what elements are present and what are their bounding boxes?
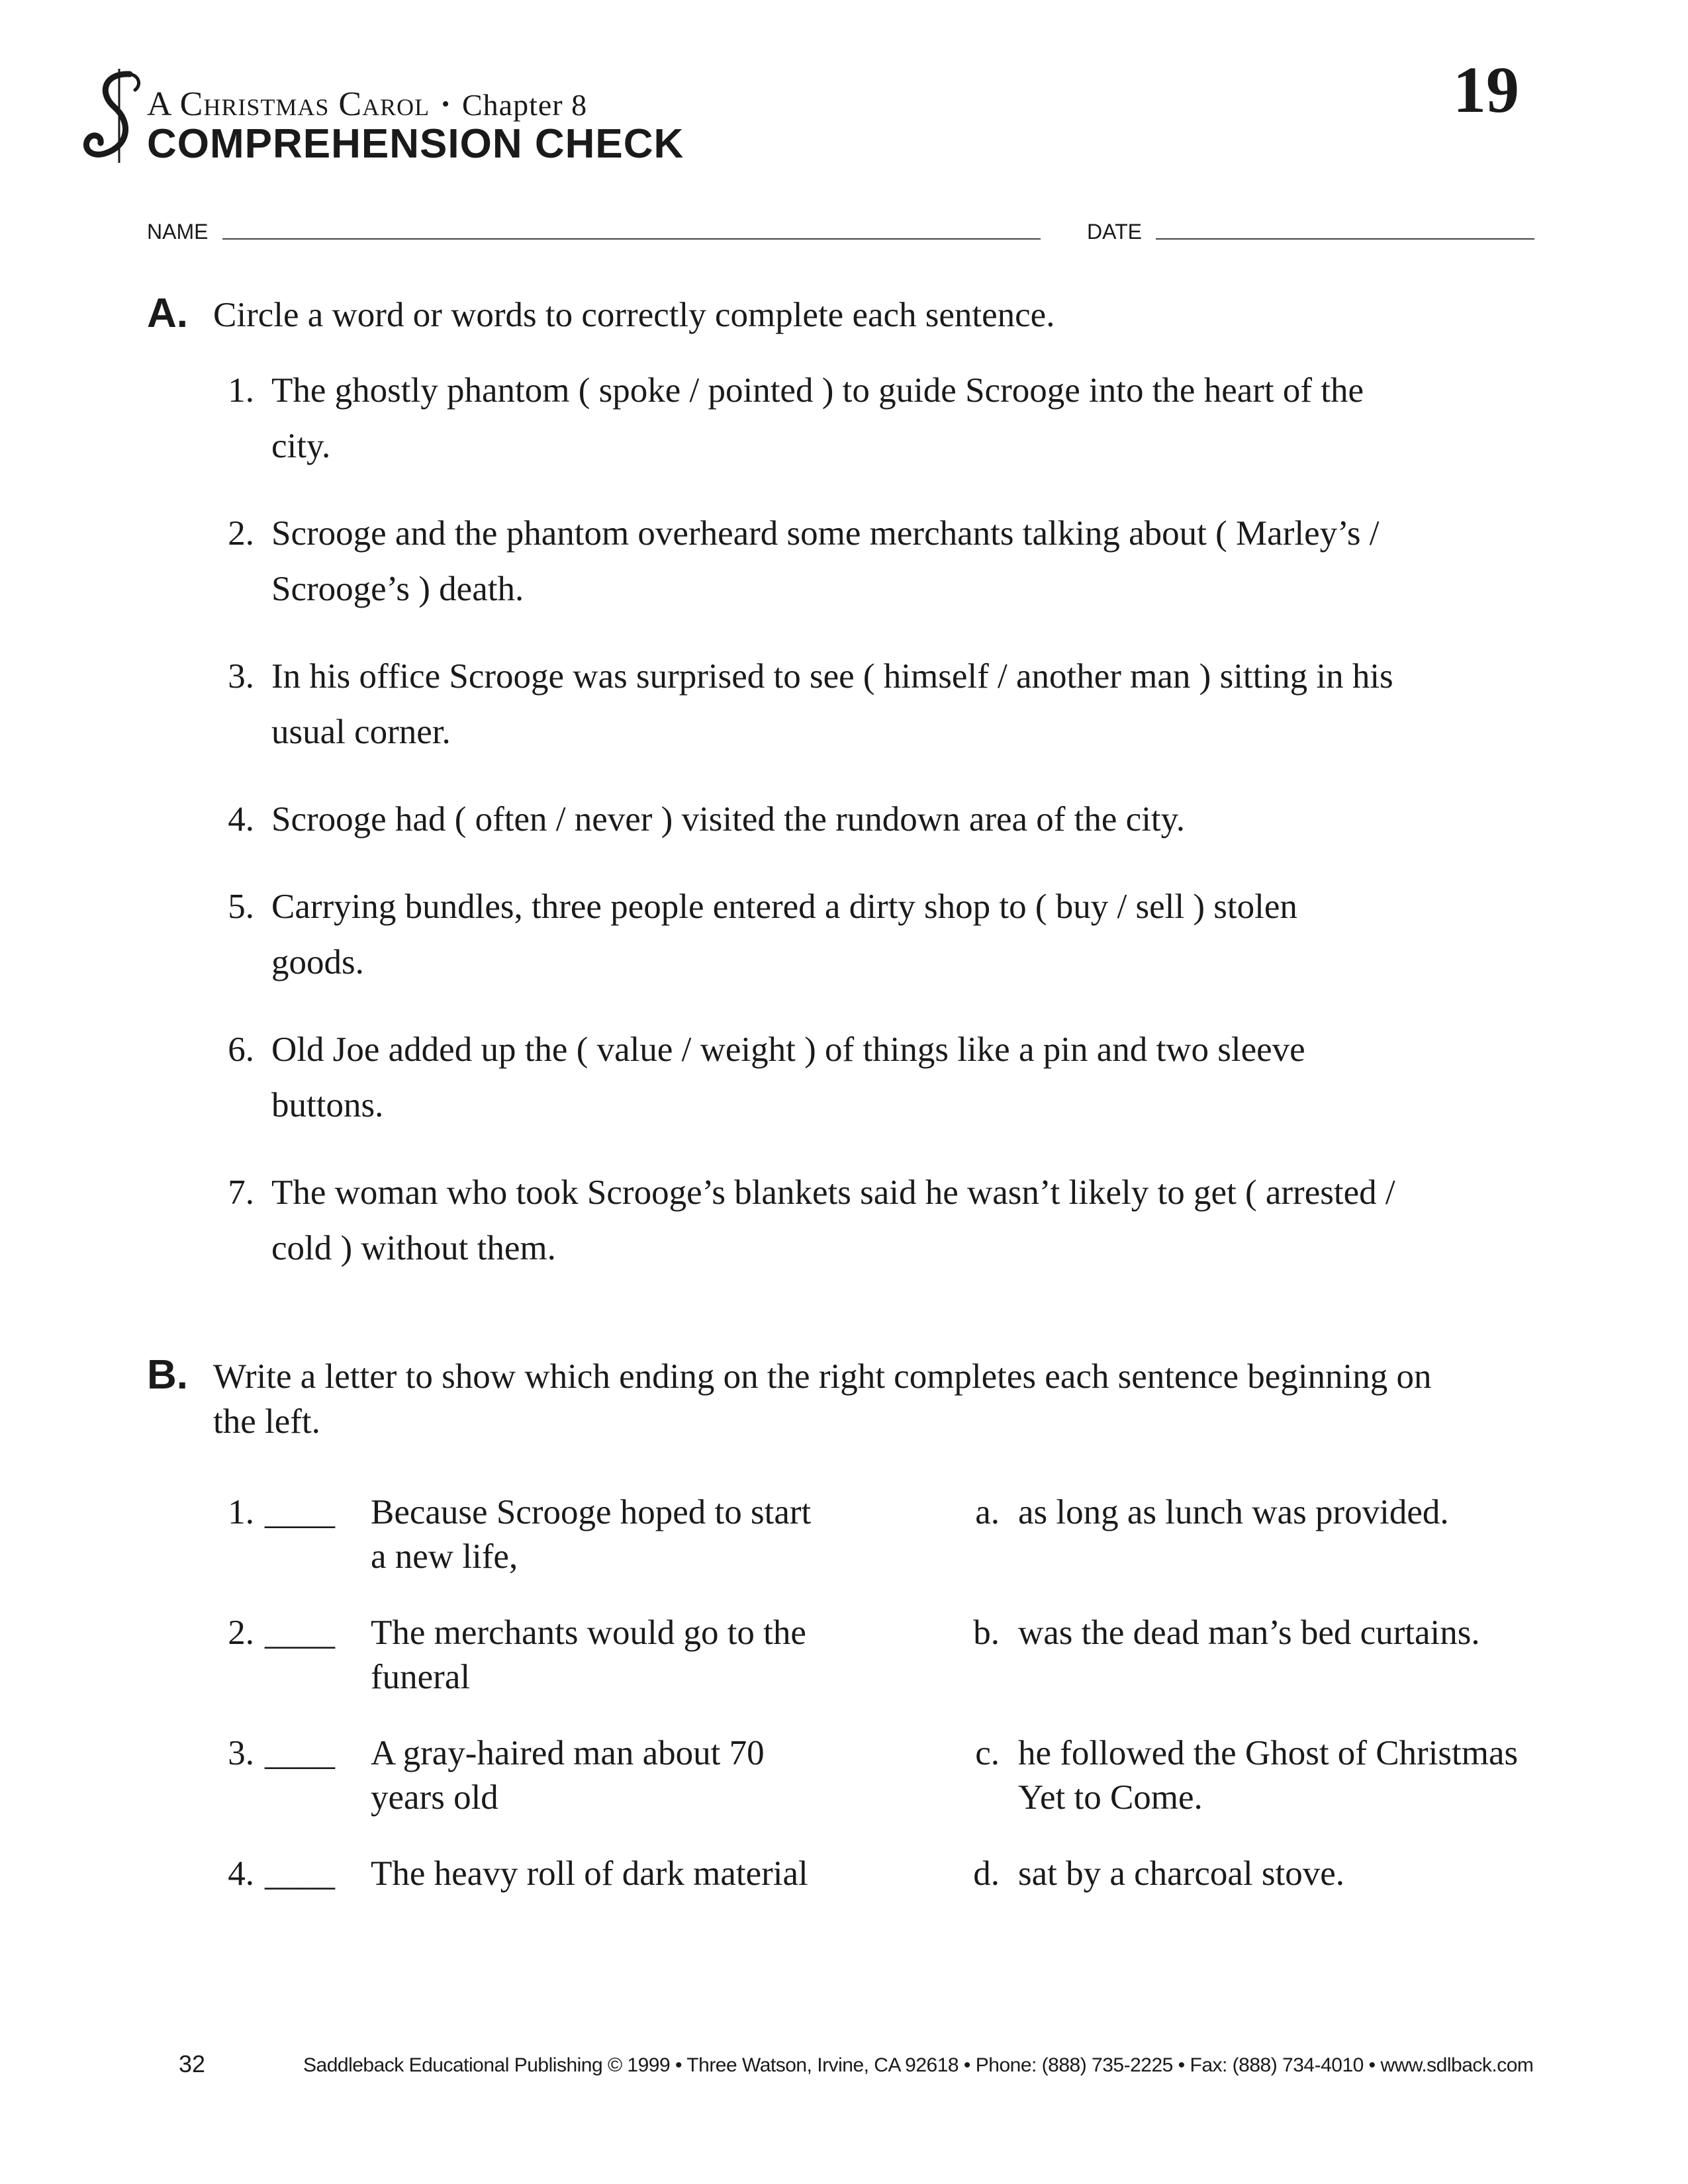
option-letter: b. xyxy=(973,1614,1000,1652)
answer-blank[interactable]: ____ xyxy=(265,1734,335,1772)
item-number: 4. xyxy=(228,1854,254,1893)
item-number: 7. xyxy=(228,1173,254,1212)
page-number: 32 xyxy=(179,2050,206,2077)
item-text: Because Scrooge hoped to start a new life, xyxy=(371,1493,812,1576)
item-text: The woman who took Scrooge’s blankets said he wasn’t likely to get ( arrested / cold ) without them. xyxy=(271,1173,1395,1267)
part-a-instruction: Circle a word or words to correctly complete each sentence. xyxy=(213,296,1055,334)
answer-blank[interactable]: ____ xyxy=(265,1614,335,1652)
item-text: Carrying bundles, three people entered a dirty shop to ( buy / sell ) stolen goods. xyxy=(271,887,1297,981)
sheet-title: COMPREHENSION CHECK xyxy=(147,121,684,167)
item-number: 1. xyxy=(228,371,254,410)
option-text: sat by a charcoal stove. xyxy=(1018,1854,1344,1893)
part-a-letter: A. xyxy=(147,291,188,336)
item-text: In his office Scrooge was surprised to see ( himself / another man ) sitting in his usual corner. xyxy=(271,657,1393,751)
name-field[interactable] xyxy=(222,238,1041,240)
date-label: DATE xyxy=(1087,220,1142,244)
sheet-number: 19 xyxy=(1453,53,1519,126)
date-field[interactable] xyxy=(1156,238,1534,240)
answer-blank[interactable]: ____ xyxy=(265,1854,335,1893)
item-text: The ghostly phantom ( spoke / pointed ) to guide Scrooge into the heart of the city. xyxy=(271,371,1364,465)
item-number: 3. xyxy=(228,657,254,696)
item-number: 2. xyxy=(228,514,254,553)
item-number: 1. xyxy=(228,1493,254,1531)
item-number: 6. xyxy=(228,1030,254,1069)
item-text: The merchants would go to the funeral xyxy=(371,1614,806,1696)
item-number: 5. xyxy=(228,887,254,926)
name-label: NAME xyxy=(147,220,209,244)
item-text: The heavy roll of dark material xyxy=(371,1854,808,1893)
series-title: A Christmas Carol xyxy=(147,85,430,123)
item-number: 4. xyxy=(228,800,254,839)
item-text: Scrooge and the phantom overheard some merchants talking about ( Marley’s / Scrooge’s ) death. xyxy=(271,514,1380,608)
chapter-label: Chapter 8 xyxy=(462,88,588,122)
separator-dot-icon: • xyxy=(442,92,450,116)
item-number: 2. xyxy=(228,1614,254,1652)
series-line xyxy=(147,85,587,124)
item-text: Scrooge had ( often / never ) visited the rundown area of the city. xyxy=(271,800,1185,839)
option-letter: c. xyxy=(975,1734,1000,1772)
part-b-letter: B. xyxy=(147,1352,188,1398)
option-letter: a. xyxy=(975,1493,1000,1531)
publisher-footer: Saddleback Educational Publishing © 1999 • Three Watson, Irvine, CA 92618 • Phone: (888) 735-2225 • Fax: (888) 734-4010 • www.sdlback.com xyxy=(303,2054,1534,2076)
item-number: 3. xyxy=(228,1734,254,1772)
option-letter: d. xyxy=(973,1854,1000,1893)
option-text: was the dead man’s bed curtains. xyxy=(1018,1614,1480,1652)
option-text: as long as lunch was provided. xyxy=(1018,1493,1449,1531)
item-text: A gray-haired man about 70 years old xyxy=(371,1734,765,1817)
item-text: Old Joe added up the ( value / weight ) of things like a pin and two sleeve buttons. xyxy=(271,1030,1305,1124)
option-text: he followed the Ghost of Christmas Yet to Come. xyxy=(1018,1734,1519,1817)
saddleback-logo-icon xyxy=(78,66,151,165)
answer-blank[interactable]: ____ xyxy=(265,1493,335,1531)
part-b-instruction: Write a letter to show which ending on the right completes each sentence beginning on the left. xyxy=(213,1357,1432,1441)
